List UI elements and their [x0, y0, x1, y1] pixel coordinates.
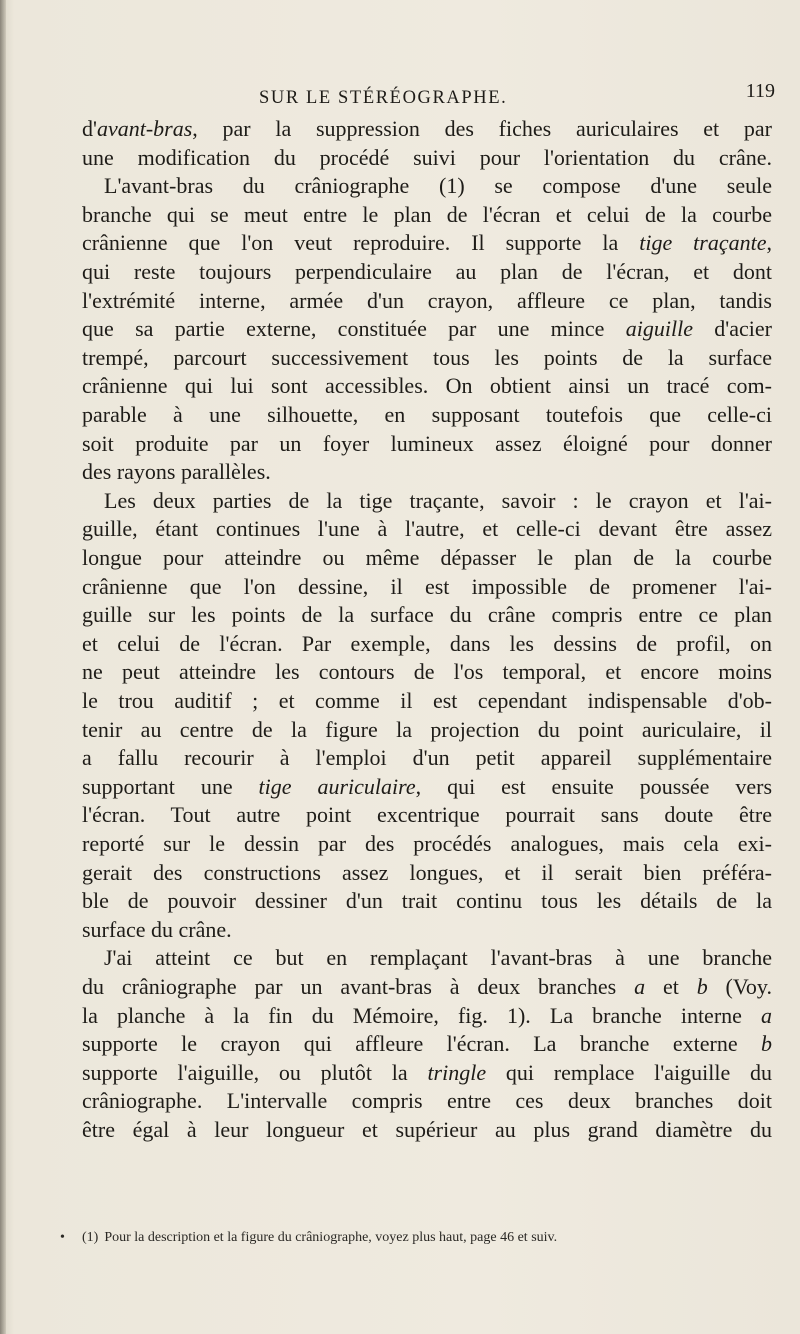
footnote-dot: •: [60, 1230, 65, 1245]
text-run: le trou auditif ; et comme il est cependant indispensable d'ob-: [82, 688, 772, 713]
text-run: une modification du procédé suivi pour l'orientation du crâne.: [82, 144, 772, 170]
italic-term: a: [634, 974, 646, 999]
italic-term: b: [696, 974, 708, 999]
text-run: soit produite par un foyer lumineux assez éloigné pour donner: [82, 430, 772, 456]
footnote: [60, 1228, 782, 1248]
text-run: la planche à la fin du Mémoire, fig. 1). La branche interne: [82, 1002, 761, 1028]
italic-term: aiguille: [625, 316, 693, 342]
footnote-marker: (1): [82, 1230, 99, 1245]
text-run: J'ai atteint ce but en remplaçant l'avant-bras à une branche: [104, 945, 772, 971]
text-run: être égal à leur longueur et supérieur au plus grand diamètre du: [82, 1117, 772, 1142]
text-run: supporte l'aiguille, ou plutôt la: [82, 1059, 428, 1085]
text-run: gerait des constructions assez longues, et il serait bien préféra-: [82, 859, 772, 885]
running-head: [70, 80, 785, 112]
text-run: des rayons parallèles.: [82, 459, 271, 485]
text-run: d': [82, 116, 97, 141]
italic-term: tringle: [427, 1059, 487, 1085]
text-run: supporte le crayon qui affleure l'écran. La branche externe: [82, 1031, 761, 1057]
italic-term: tige auriculaire: [258, 773, 416, 799]
text-run: et: [645, 974, 697, 999]
text-run: qui reste toujours perpendiculaire au plan de l'écran, et dont: [82, 259, 772, 284]
page-gutter-edge: [0, 0, 6, 1334]
page-number: 119: [745, 80, 775, 102]
text-run: trempé, parcourt successivement tous les points de la surface: [82, 344, 772, 370]
text-run: ,: [766, 230, 772, 256]
text-run: qui remplace l'aiguille du: [486, 1059, 772, 1085]
text-run: L'avant-bras du crâniographe (1) se compose d'une seule: [104, 173, 772, 199]
italic-term: tige traçante: [639, 230, 767, 256]
text-run: longue pour atteindre ou même dépasser le plan de la courbe: [82, 545, 772, 570]
text-run: guille sur les points de la surface du crâne compris entre ce plan: [82, 602, 772, 628]
text-run: ble de pouvoir dessiner d'un trait continu tous les détails de la: [82, 888, 772, 914]
text-line: [82, 1113, 772, 1147]
text-run: crânienne qui lui sont accessibles. On obtient ainsi un tracé com-: [82, 373, 772, 399]
italic-term: b: [761, 1031, 772, 1057]
text-run: guille, étant continues l'une à l'autre, et celle-ci devant être assez: [82, 516, 772, 542]
text-run: supportant une: [82, 773, 259, 799]
text-run: reporté sur le dessin par des procédés analogues, mais cela exi-: [82, 831, 772, 856]
text-run: crâniographe. L'intervalle compris entre ces deux branches doit: [82, 1088, 772, 1114]
italic-term: avant-bras: [96, 116, 193, 141]
text-run: Les deux parties de la tige traçante, savoir : le crayon et l'ai-: [104, 487, 772, 513]
text-run: parable à une silhouette, en supposant toutefois que celle-ci: [82, 402, 772, 427]
text-run: ne peut atteindre les contours de l'os temporal, et encore moins: [82, 659, 772, 685]
text-run: d'acier: [692, 316, 772, 342]
text-run: que sa partie externe, constituée par une mince: [82, 316, 626, 342]
running-title: SUR LE STÉRÉOGRAPHE.: [259, 88, 508, 108]
text-run: , par la suppression des fiches auriculaires et par: [192, 116, 772, 141]
text-run: crânienne que l'on veut reproduire. Il supporte la: [82, 230, 640, 256]
text-run: (Voy.: [707, 974, 772, 999]
text-run: a fallu recourir à l'emploi d'un petit appareil supplémentaire: [82, 745, 772, 771]
text-run: l'écran. Tout autre point excentrique pourrait sans doute être: [82, 802, 772, 828]
footnote-text: Pour la description et la figure du crâniographe, voyez plus haut, page 46 et suiv.: [104, 1230, 558, 1245]
text-run: l'extrémité interne, armée d'un crayon, affleure ce plan, tandis: [82, 287, 772, 313]
text-run: , qui est ensuite poussée vers: [415, 773, 772, 799]
text-run: et celui de l'écran. Par exemple, dans les dessins de profil, on: [82, 630, 772, 656]
text-run: branche qui se meut entre le plan de l'écran et celui de la courbe: [82, 201, 772, 227]
text-run: crânienne que l'on dessine, il est impossible de promener l'ai-: [82, 573, 772, 599]
text-run: tenir au centre de la figure la projection du point auriculaire, il: [82, 716, 772, 742]
italic-term: a: [761, 1002, 772, 1028]
text-run: surface du crâne.: [82, 916, 232, 942]
text-run: du crâniographe par un avant-bras à deux branches: [82, 974, 635, 999]
